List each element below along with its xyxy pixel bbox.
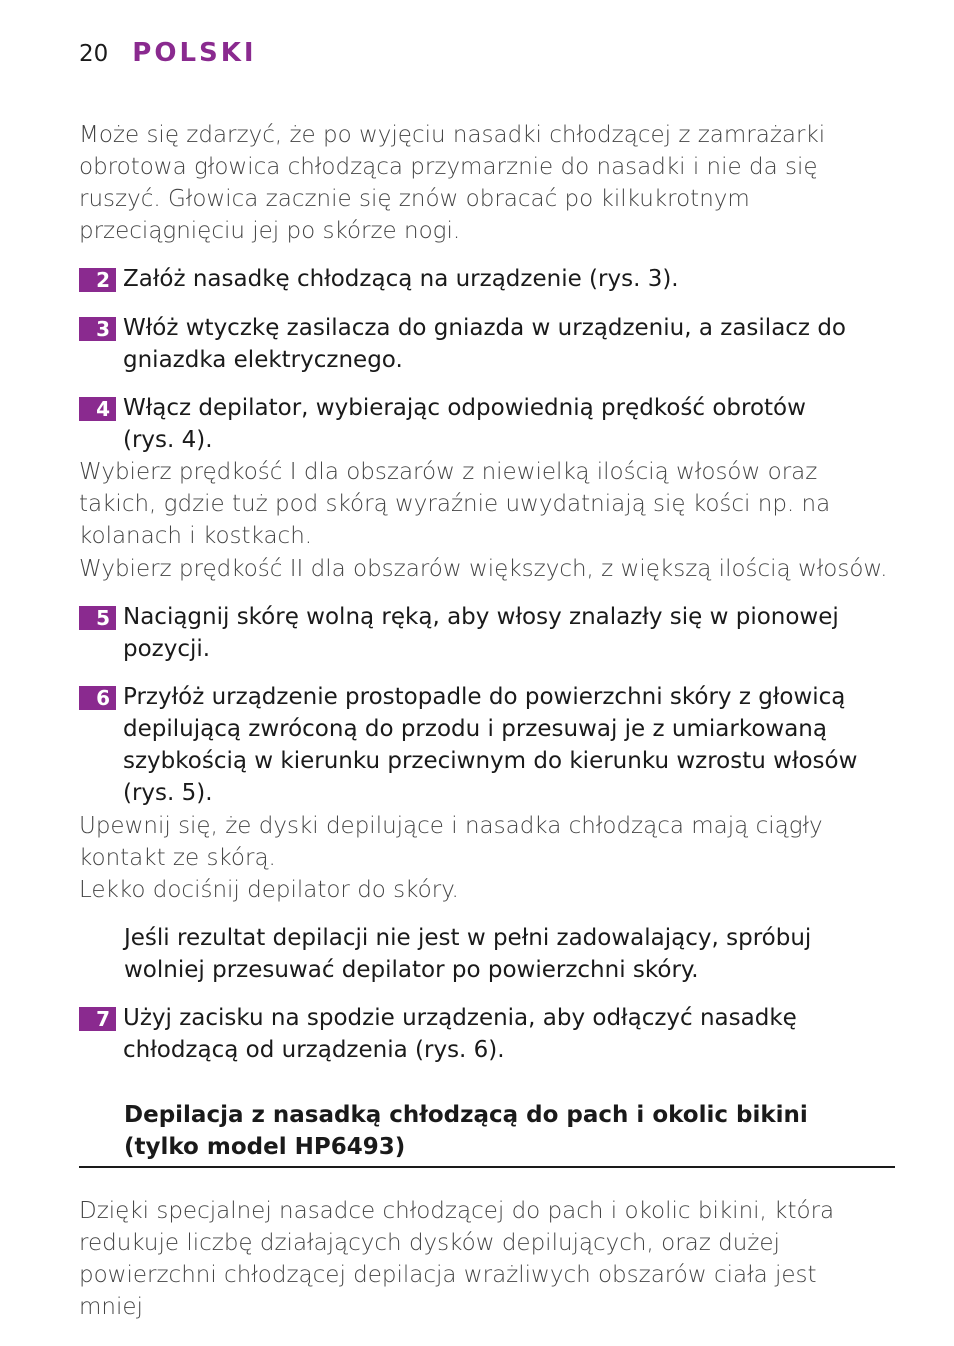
intro-paragraph: Może się zdarzyć, że po wyjęciu nasadki chłodzącej z zamrażarki obrotowa głowica chłodząca przymarznie do nasadki i nie da się ruszyć. Głowica zacznie się znów obracać po kilkukrotnym przeciągnięciu jej po skórze nogi. [79, 122, 826, 244]
section-divider [79, 1166, 895, 1168]
speed-one-paragraph: Wybierz prędkość I dla obszarów z niewielką ilością włosów oraz takich, gdzie tuż pod skórą wyraźnie uwydatniają się kości np. na kolanach i kostkach. [79, 459, 831, 549]
step-text: Załóż nasadkę chłodzącą na urządzenie (rys. 3). [123, 266, 679, 292]
step-number: 4 [79, 397, 116, 421]
tip-paragraph: Jeśli rezultat depilacji nie jest w pełni zadowalający, spróbuj wolniej przesuwać depilator po powierzchni skóry. [124, 925, 812, 983]
step-number: 2 [79, 268, 116, 292]
page-number: 20 [79, 41, 109, 67]
step-text: Włóż wtyczkę zasilacza do gniazda w urządzeniu, a zasilacz do gniazdka elektrycznego. [123, 315, 846, 373]
contact-paragraph: Upewnij się, że dyski depilujące i nasadka chłodząca mają ciągły kontakt ze skórą. [79, 813, 823, 871]
step-4 [79, 392, 859, 456]
step-7 [79, 1002, 839, 1066]
step-text: Użyj zacisku na spodzie urządzenia, aby odłączyć nasadkę chłodzącą od urządzenia (rys. 6). [123, 1005, 797, 1063]
step-3 [79, 312, 895, 376]
speed-two-paragraph: Wybierz prędkość II dla obszarów większych, z większą ilością włosów. [79, 556, 888, 582]
step-number: 3 [79, 317, 116, 341]
press-paragraph: Lekko dociśnij depilator do skóry. [79, 877, 459, 903]
section-subheading: Depilacja z nasadką chłodzącą do pach i okolic bikini (tylko model HP6493) [124, 1102, 808, 1160]
step-number: 6 [79, 686, 116, 710]
step-number: 5 [79, 606, 116, 630]
step-6 [79, 681, 895, 809]
step-2 [79, 263, 895, 295]
step-text: Naciągnij skórę wolną ręką, aby włosy znalazły się w pionowej pozycji. [123, 604, 839, 662]
page-header [79, 38, 257, 72]
step-text: Przyłóż urządzenie prostopadle do powierzchni skóry z głowicą depilującą zwróconą do przodu i przesuwaj je z umiarkowaną szybkością w kierunku przeciwnym do kierunku wzrostu włosów (rys. 5). [123, 684, 858, 806]
step-number: 7 [79, 1007, 116, 1031]
outro-paragraph: Dzięki specjalnej nasadce chłodzącej do pach i okolic bikini, która redukuje liczbę działających dysków depilujących, oraz dużej powierzchni chłodzącej depilacja wrażliwych obszarów ciała jest mniej [79, 1198, 835, 1320]
step-5 [79, 601, 895, 665]
step-text: Włącz depilator, wybierając odpowiednią prędkość obrotów (rys. 4). [123, 395, 806, 453]
section-title: POLSKI [132, 38, 257, 68]
